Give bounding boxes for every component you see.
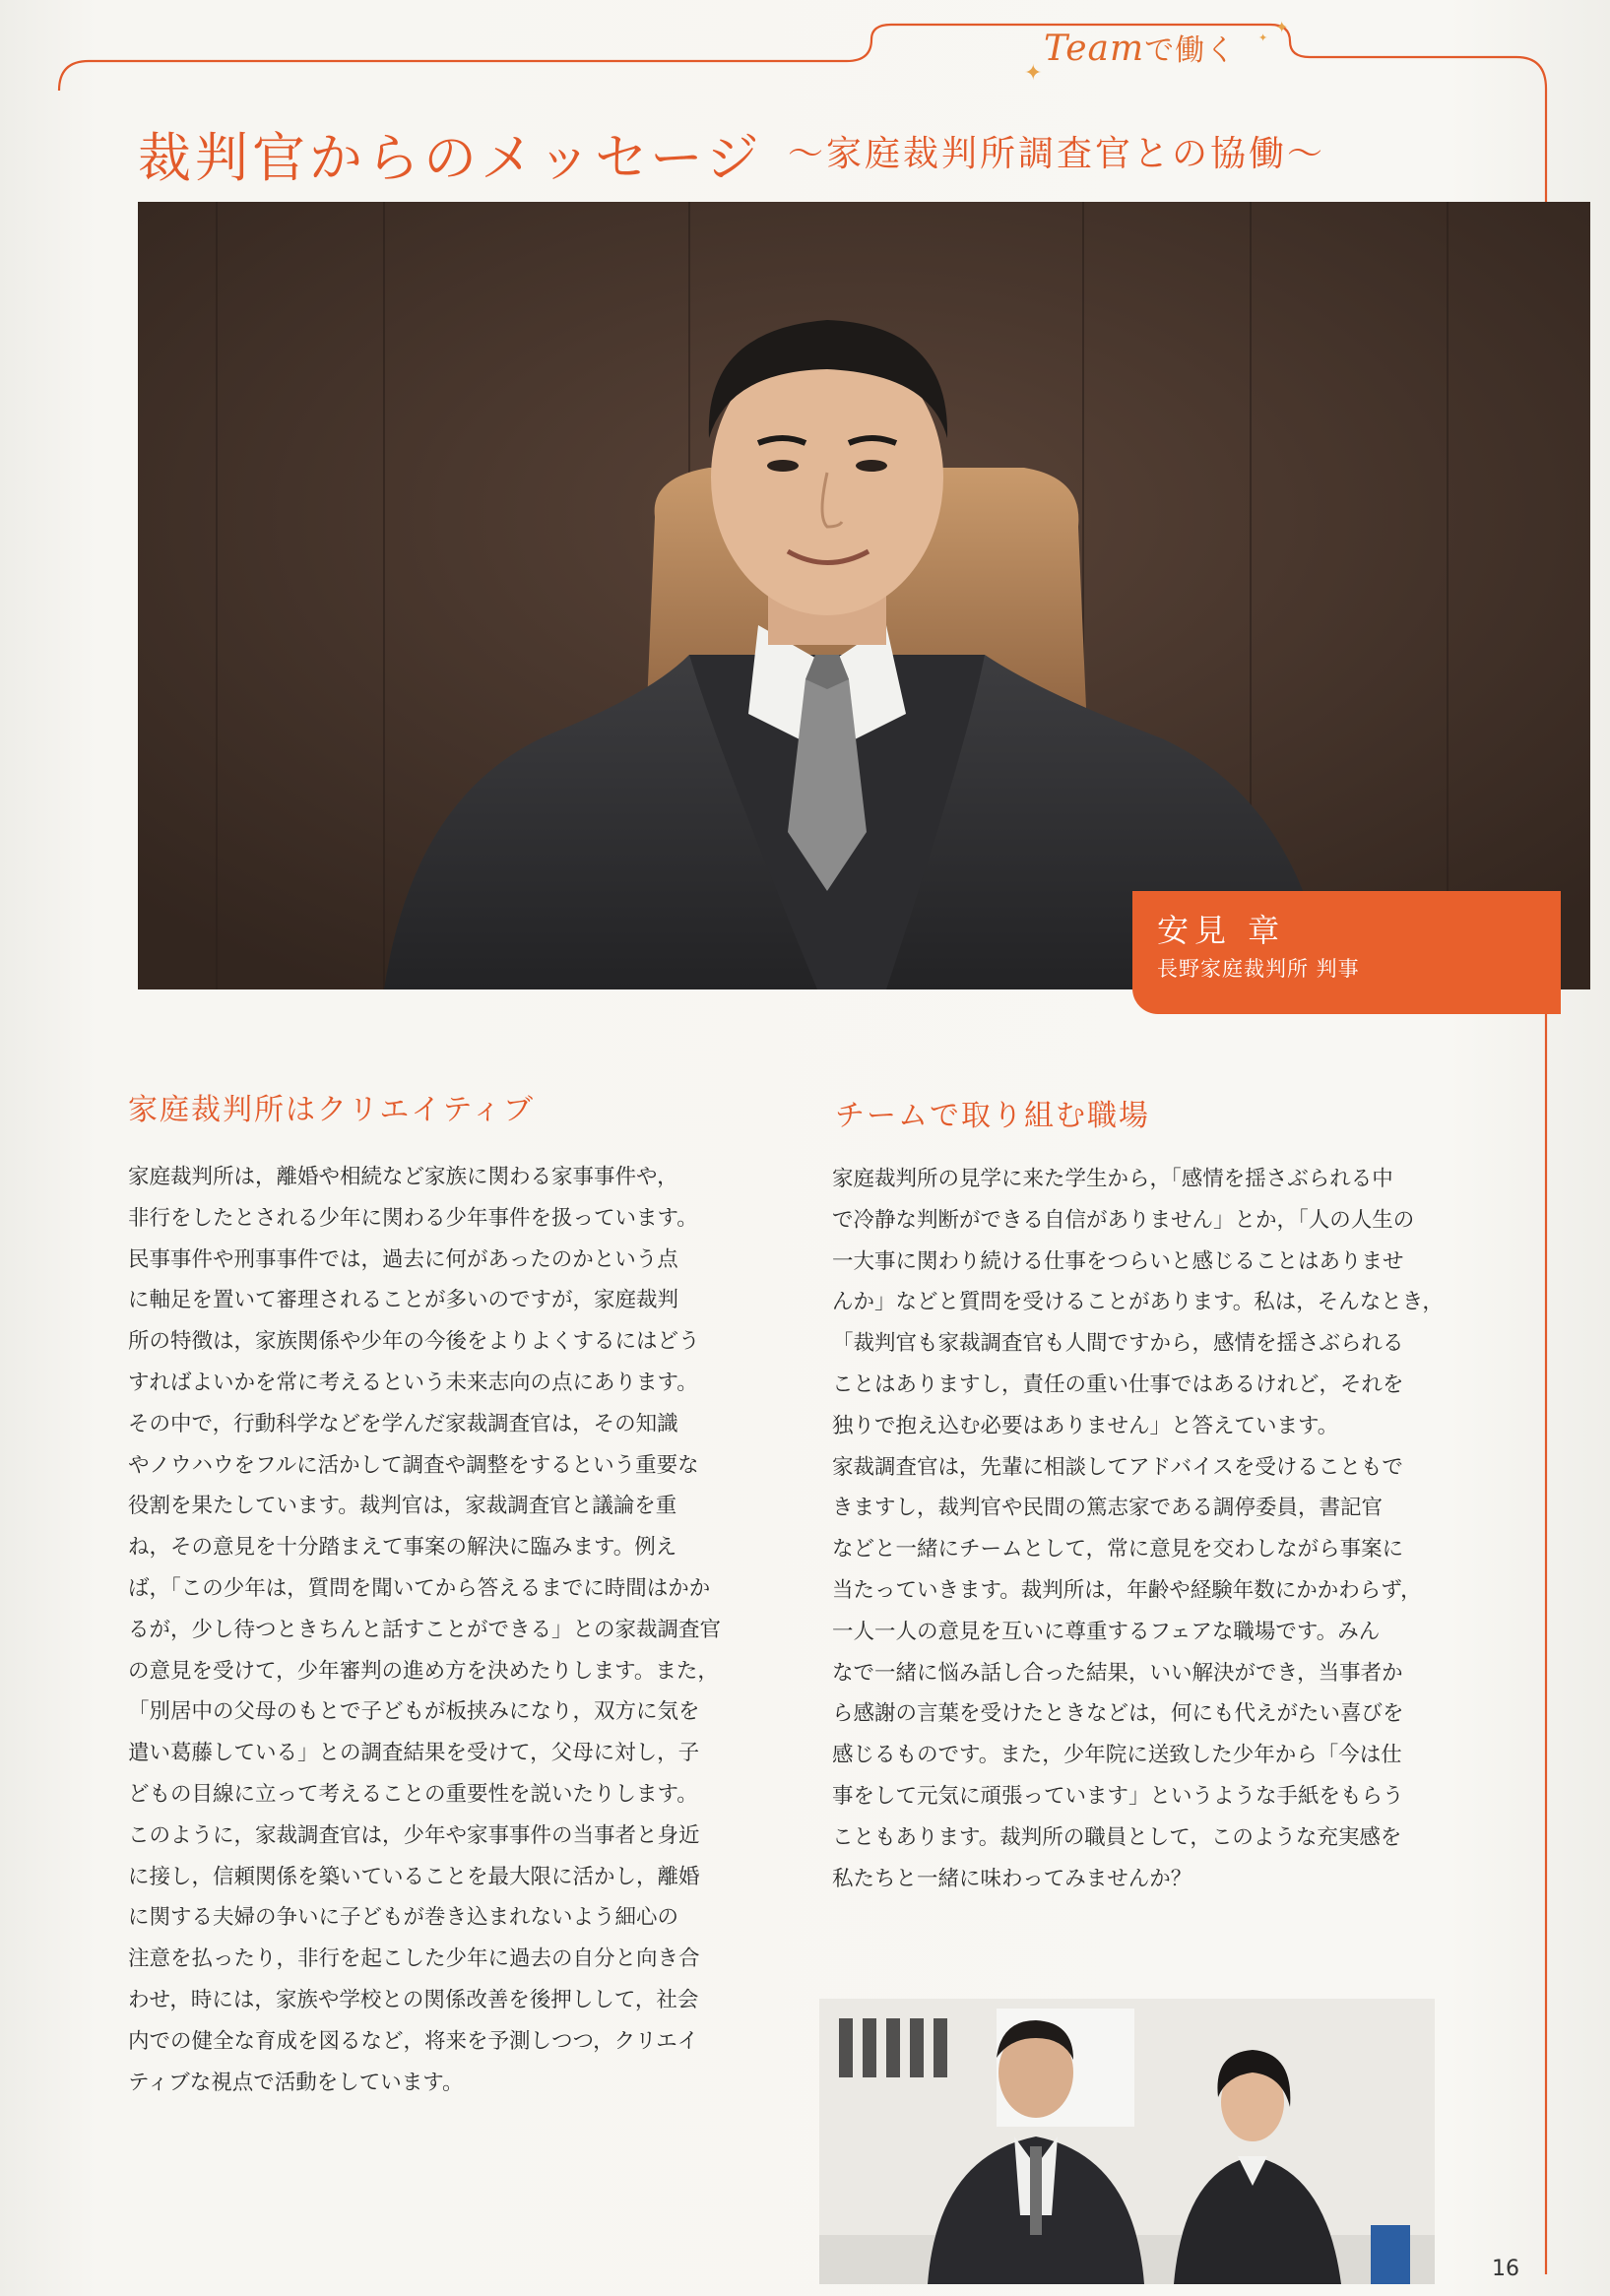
- body-line: 「別居中の父母のもとで子どもが板挟みになり，双方に気を: [128, 1699, 700, 1725]
- team-tag-word: Team: [1044, 29, 1145, 69]
- sparkle-icon: ✦: [1024, 61, 1043, 86]
- body-line: 注意を払ったり，非行を起こした少年に過去の自分と向き合: [128, 1946, 700, 1972]
- body-line: ティブな視点で活動をしています。: [128, 2070, 464, 2095]
- body-line: やノウハウをフルに活かして調査や調整をするという重要な: [128, 1452, 699, 1478]
- body-line: んか」などと質問を受けることがあります。私は，そんなとき，: [832, 1290, 1444, 1315]
- body-line: その中で，行動科学などを学んだ家裁調査官は，その知識: [128, 1411, 678, 1436]
- page-number: 16: [1492, 2257, 1519, 2281]
- body-line: 事をして元気に頑張っています」というような手紙をもらう: [832, 1783, 1404, 1809]
- body-line: に接し，信頼関係を築いていることを最大限に活かし，離婚: [128, 1864, 700, 1889]
- body-line: 役割を果たしています。裁判官は，家裁調査官と議論を重: [128, 1494, 677, 1519]
- team-tag: [1044, 26, 1236, 69]
- body-line: 一大事に関わり続ける仕事をつらいと感じることはありませ: [832, 1248, 1404, 1274]
- profile-position: 長野家庭裁判所 判事: [1157, 957, 1360, 981]
- body-line: すればよいかを常に考えるという未来志向の点にあります。: [128, 1370, 698, 1395]
- profile-name: 安見 章: [1157, 912, 1286, 949]
- body-line: 民事事件や刑事事件では，過去に何があったのかという点: [128, 1246, 678, 1272]
- body-line: 一人一人の意見を互いに尊重するフェアな職場です。みん: [832, 1619, 1381, 1644]
- body-line: 「裁判官も家裁調査官も人間ですから，感情を揺さぶられる: [832, 1331, 1404, 1357]
- body-line: 独りで抱え込む必要はありません」と答えています。: [832, 1413, 1339, 1438]
- body-line: 遣い葛藤している」との調査結果を受けて，父母に対し，子: [128, 1741, 700, 1766]
- page-subtitle: ～家庭裁判所調査官との協働～: [788, 134, 1326, 174]
- body-line: に関する夫婦の争いに子どもが巻き込まれないよう細心の: [128, 1905, 679, 1931]
- body-line: の意見を受けて，少年審判の進め方を決めたりします。また，: [128, 1658, 719, 1684]
- left-section-body: [128, 1157, 721, 2103]
- body-line: 家裁調査官は，先輩に相談してアドバイスを受けることもで: [832, 1454, 1403, 1480]
- meeting-photo: [819, 1999, 1435, 2284]
- body-line: 内での健全な育成を図るなど，将来を予測しつつ，クリエイ: [128, 2028, 699, 2054]
- body-line: 家庭裁判所は，離婚や相続など家族に関わる家事事件や，: [128, 1165, 678, 1189]
- body-line: こともあります。裁判所の職員として，このような充実感を: [832, 1824, 1402, 1850]
- body-line: きますし，裁判官や民間の篤志家である調停委員，書記官: [832, 1496, 1384, 1521]
- body-line: に軸足を置いて審理されることが多いのですが，家庭裁判: [128, 1288, 679, 1313]
- body-line: 家庭裁判所の見学に来た学生から，「感情を揺さぶられる中: [832, 1167, 1393, 1191]
- body-line: わせ，時には，家族や学校との関係改善を後押しして，社会: [128, 1987, 699, 2012]
- right-section-body: [832, 1159, 1444, 1899]
- body-line: ね，その意見を十分踏まえて事案の解決に臨みます。例え: [128, 1535, 677, 1561]
- body-line: どもの目線に立って考えることの重要性を説いたりします。: [128, 1781, 698, 1807]
- judge-portrait-photo: [138, 202, 1590, 989]
- body-line: 非行をしたとされる少年に関わる少年事件を扱っています。: [128, 1205, 698, 1231]
- team-tag-suffix: で働く: [1144, 33, 1237, 68]
- meeting-illustration: [819, 1999, 1435, 2284]
- body-line: るが，少し待つときちんと話すことができる」との家裁調査官: [128, 1617, 722, 1642]
- sparkle-icon: ✦: [1275, 18, 1289, 36]
- judge-portrait-illustration: [138, 202, 1590, 989]
- right-section-heading: チームで取り組む職場: [835, 1099, 1150, 1133]
- left-section-heading: 家庭裁判所はクリエイティブ: [128, 1093, 535, 1127]
- body-line: ことはありますし，責任の重い仕事ではあるけれど，それを: [832, 1371, 1404, 1397]
- body-line: ば，「この少年は，質問を聞いてから答えるまでに時間はかか: [128, 1575, 711, 1601]
- page-title: 裁判官からのメッセージ: [138, 127, 763, 189]
- body-line: 当たっていきます。裁判所は，年齢や経験年数にかかわらず，: [832, 1577, 1422, 1603]
- sparkle-icon: ✦: [1258, 32, 1268, 44]
- body-line: 所の特徴は，家族関係や少年の今後をよりよくするにはどう: [128, 1329, 700, 1355]
- body-line: などと一緒にチームとして，常に意見を交わしながら事案に: [832, 1537, 1404, 1563]
- body-line: このように，家裁調査官は，少年や家事事件の当事者と身近: [128, 1822, 700, 1848]
- body-line: 感じるものです。また，少年院に送致した少年から「今は仕: [832, 1743, 1402, 1768]
- body-line: 私たちと一緒に味わってみませんか？: [832, 1866, 1192, 1891]
- body-line: ら感謝の言葉を受けたときなどは，何にも代えがたい喜びを: [832, 1701, 1404, 1727]
- body-line: で冷静な判断ができる自信がありません」とか，「人の人生の: [832, 1207, 1415, 1233]
- body-line: なで一緒に悩み話し合った結果，いい解決ができ，当事者か: [832, 1660, 1403, 1686]
